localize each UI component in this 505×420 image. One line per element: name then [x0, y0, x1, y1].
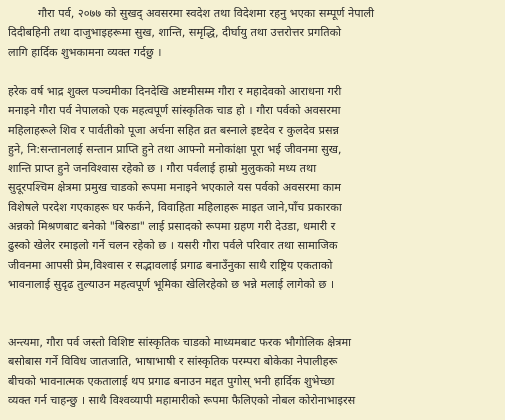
text-line: अन्त्यमा, गौरा पर्व जस्तो विशिष्ट सांस्कृतिक चाडको माध्यमबाट फरक भौगोलिक क्षेत्रमा	[8, 336, 352, 349]
text-line: जीवनमा आपसी प्रेम,विश्वास र सद्भावलाई प्रगाढ बनाउँनुका साथै राष्ट्रिय एकताको	[8, 258, 333, 272]
text-line: अन्नको मिश्रणबाट बनेको "बिरुडा" लाई प्रसादको रूपमा ग्रहण गरी देउडा, धमारी र	[8, 220, 336, 234]
text-line: बसोबास गर्ने विविध जातजाति, भाषाभाषी र सांस्कृतिक परम्परा बोकेका नेपालीहरू	[8, 355, 338, 369]
text-line: हुने, नि:सन्तानलाई सन्तान प्राप्ति हुने तथा आफ्नो मनोकांक्षा पूरा भई जीवनमा सुख,	[8, 142, 342, 156]
text-line: भावनालाई सुदृढ तुल्याउन महत्वपूर्ण भूमिका खेलिरहेको छ भन्ने मलाई लागेको छ ।	[8, 277, 335, 291]
text-line: सुदूरपश्चिम क्षेत्रमा प्रमुख चाडको रूपमा मनाइने भएकाले यस पर्वको अवसरमा काम	[8, 181, 341, 195]
text-line: विशेषले परदेश गएकाहरू घर फर्कने, विवाहिता महिलाहरू माइत जाने,पाँच प्रकारका	[8, 200, 342, 214]
text-line: व्यक्त गर्न चाहन्छु । साथै विश्वव्यापी महामारीको रूपमा फैलिएको नोबल कोरोनाभाइरस	[8, 393, 356, 407]
text-line: शान्ति प्राप्त हुने जनविश्वास रहेको छ । गौरा पर्वलाई हाम्रो मुलुकको मध्य तथा	[8, 162, 317, 176]
closing-paragraph	[8, 333, 501, 410]
text-line: महिलाहरूले शिव र पार्वतीको पूजा अर्चना सहित व्रत बस्नाले इष्टदेव र कुलदेव प्रसन्न	[8, 123, 339, 137]
text-line: गौरा पर्व, २०७७ को सुखद् अवसरमा स्वदेश तथा विदेशमा रहनु भएका सम्पूर्ण नेपाली	[38, 7, 374, 20]
text-line: हरेक वर्ष भाद्र शुक्ल पञ्चमीका दिनदेखि अष्टमीसम्म गौरा र महादेवको आराधना गरी	[8, 85, 342, 98]
text-line: बीचको भावनात्मक एकतालाई थप प्रगाढ बनाउन मद्दत पुगोस् भनी हार्दिक शुभेच्छा	[8, 374, 335, 388]
text-line: मनाइने गौरा पर्व नेपालको एक महत्वपूर्ण सांस्कृतिक चाड हो । गौरा पर्वको अवसरमा	[8, 104, 341, 118]
text-line: लागि हार्दिक शुभकामना व्यक्त गर्दछु ।	[8, 45, 162, 59]
greeting-paragraph	[8, 4, 501, 62]
festival-description-paragraph	[8, 82, 501, 294]
text-line: दिदीबहिनी तथा दाजुभाइहरूमा सुख, शान्ति, समृद्धि, दीर्घायु तथा उत्तरोत्तर प्रगतिको	[8, 26, 342, 40]
text-line: ढुस्को खेलेर रमाइलो गर्ने चलन रहेको छ । यसरी गौरा पर्वले परिवार तथा सामाजिक	[8, 239, 338, 253]
